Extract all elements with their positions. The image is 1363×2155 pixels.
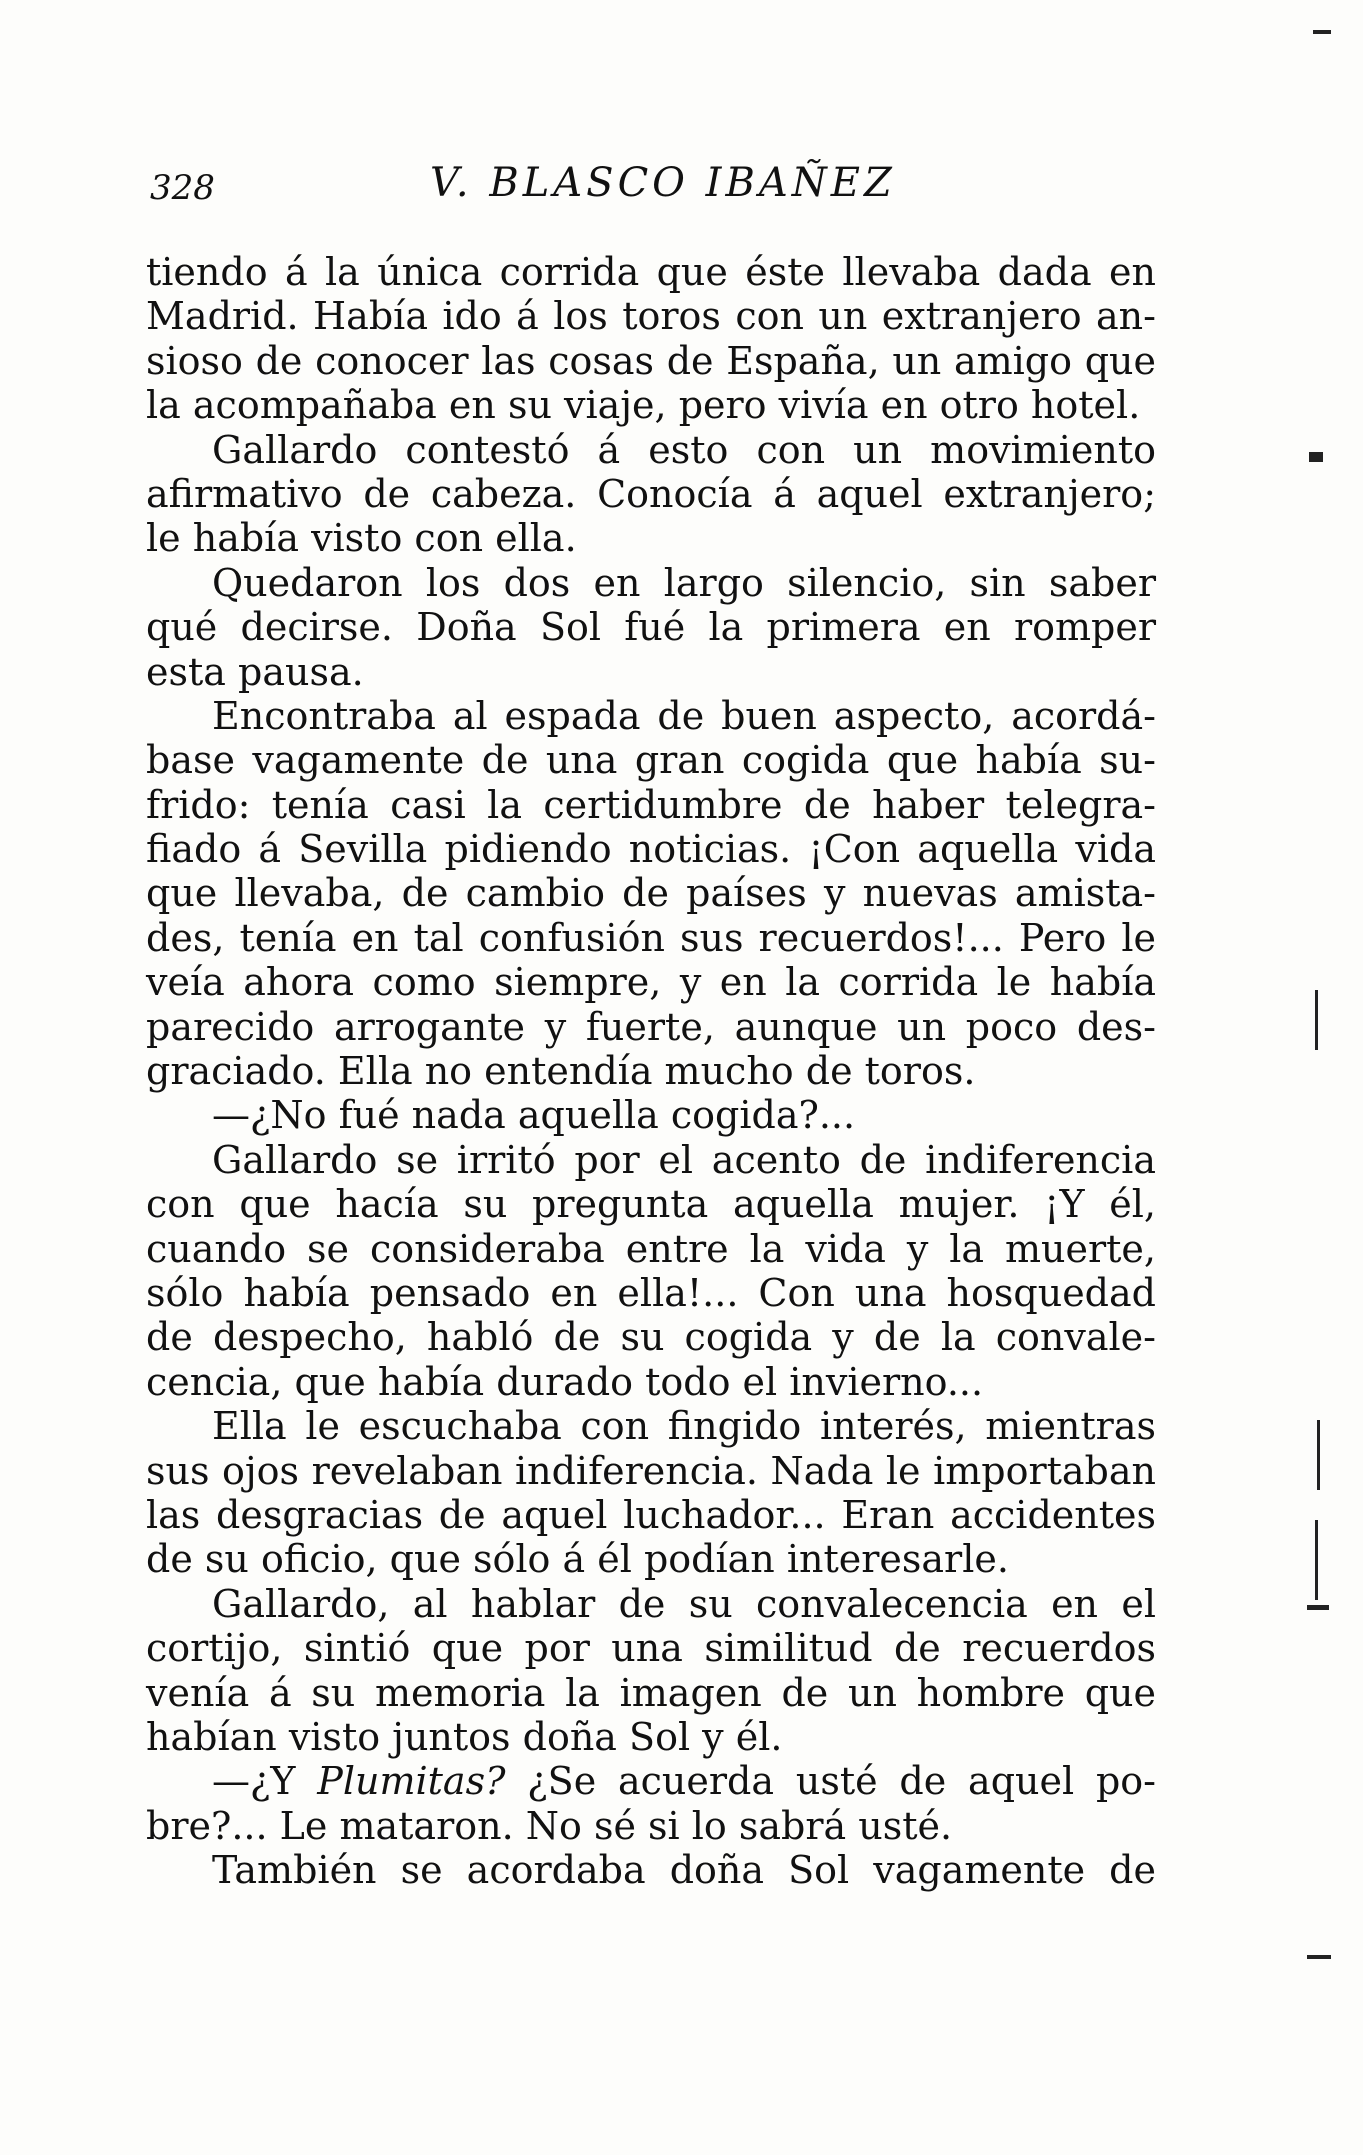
running-head: V. BLASCO IBAÑEZ	[430, 160, 896, 206]
text-line: qué decirse. Doña Sol fué la primera en romper	[146, 605, 1156, 650]
text-line: bre?... Le mataron. No sé si lo sabrá usté.	[146, 1803, 953, 1848]
scan-speck	[1315, 1520, 1318, 1600]
text-run: —¿Y	[212, 1759, 318, 1804]
text-line: También se acordaba doña Sol vagamente de	[212, 1848, 1156, 1893]
text-line: sioso de conocer las cosas de España, un amigo que	[146, 338, 1156, 383]
text-line: tiendo á la única corrida que éste llevaba dada en	[146, 250, 1156, 294]
text-line: veía ahora como siempre, y en la corrida le había	[146, 960, 1156, 1005]
text-line: Ella le escuchaba con fingido interés, mientras	[212, 1404, 1156, 1449]
scan-speck	[1313, 30, 1331, 34]
scan-speck	[1309, 452, 1323, 462]
text-line: des, tenía en tal confusión sus recuerdos!... Pero le	[146, 915, 1156, 960]
text-line: Gallardo, al hablar de su convalecencia en el	[212, 1581, 1156, 1626]
scan-speck	[1317, 1420, 1320, 1490]
text-line: cortijo, sintió que por una similitud de recuerdos	[146, 1626, 1156, 1671]
text-line: la acompañaba en su viaje, pero vivía en otro hotel.	[146, 383, 1141, 428]
text-line: sus ojos revelaban indiferencia. Nada le importaban	[146, 1448, 1156, 1493]
text-line: sólo había pensado en ella!... Con una hosquedad	[146, 1270, 1156, 1315]
text-line: esta pausa.	[146, 649, 364, 694]
text-line: Gallardo contestó á esto con un movimiento	[212, 427, 1156, 472]
scan-speck	[1315, 990, 1318, 1050]
text-line: base vagamente de una gran cogida que había su-	[146, 738, 1156, 783]
text-line: las desgracias de aquel luchador... Eran accidentes	[146, 1492, 1156, 1537]
page-number: 328	[150, 168, 215, 208]
text-line: con que hacía su pregunta aquella mujer. ¡Y él,	[146, 1182, 1156, 1227]
text-line: que llevaba, de cambio de países y nuevas amista-	[146, 871, 1156, 916]
text-line: afirmativo de cabeza. Conocía á aquel extranjero;	[146, 471, 1156, 516]
text-line: cencia, que había durado todo el invierno...	[146, 1359, 984, 1404]
scan-speck	[1307, 1605, 1329, 1610]
text-line: habían visto juntos doña Sol y él.	[146, 1714, 783, 1759]
scan-speck	[1307, 1955, 1331, 1959]
text-line: graciado. Ella no entendía mucho de toros.	[146, 1049, 976, 1094]
text-line: frido: tenía casi la certidumbre de haber telegra-	[146, 782, 1156, 827]
page-header	[150, 160, 1150, 220]
text-line-mixed	[146, 1759, 1156, 1803]
text-line: cuando se consideraba entre la vida y la muerte,	[146, 1226, 1156, 1271]
text-line: Gallardo se irritó por el acento de indiferencia	[212, 1137, 1156, 1182]
text-line: —¿No fué nada aquella cogida?...	[212, 1093, 856, 1138]
text-line: Encontraba al espada de buen aspecto, acordá-	[212, 693, 1156, 738]
text-line: le había visto con ella.	[146, 516, 577, 561]
text-line: Quedaron los dos en largo silencio, sin saber	[212, 560, 1156, 605]
text-line: Madrid. Había ido á los toros con un extranjero an-	[146, 294, 1156, 339]
text-line: de despecho, habló de su cogida y de la convale-	[146, 1315, 1156, 1360]
text-line: venía á su memoria la imagen de un hombre que	[146, 1670, 1156, 1715]
body-text	[146, 250, 1156, 1892]
italic-name: Plumitas?	[317, 1759, 506, 1804]
text-line: parecido arrogante y fuerte, aunque un poco des-	[146, 1004, 1156, 1049]
text-line: fiado á Sevilla pidiendo noticias. ¡Con aquella vida	[146, 827, 1156, 872]
text-run: ¿Se acuerda usté de aquel po-	[505, 1759, 1156, 1804]
text-line: de su oficio, que sólo á él podían interesarle.	[146, 1537, 1009, 1582]
scan-margin-marks	[1303, 0, 1363, 2155]
